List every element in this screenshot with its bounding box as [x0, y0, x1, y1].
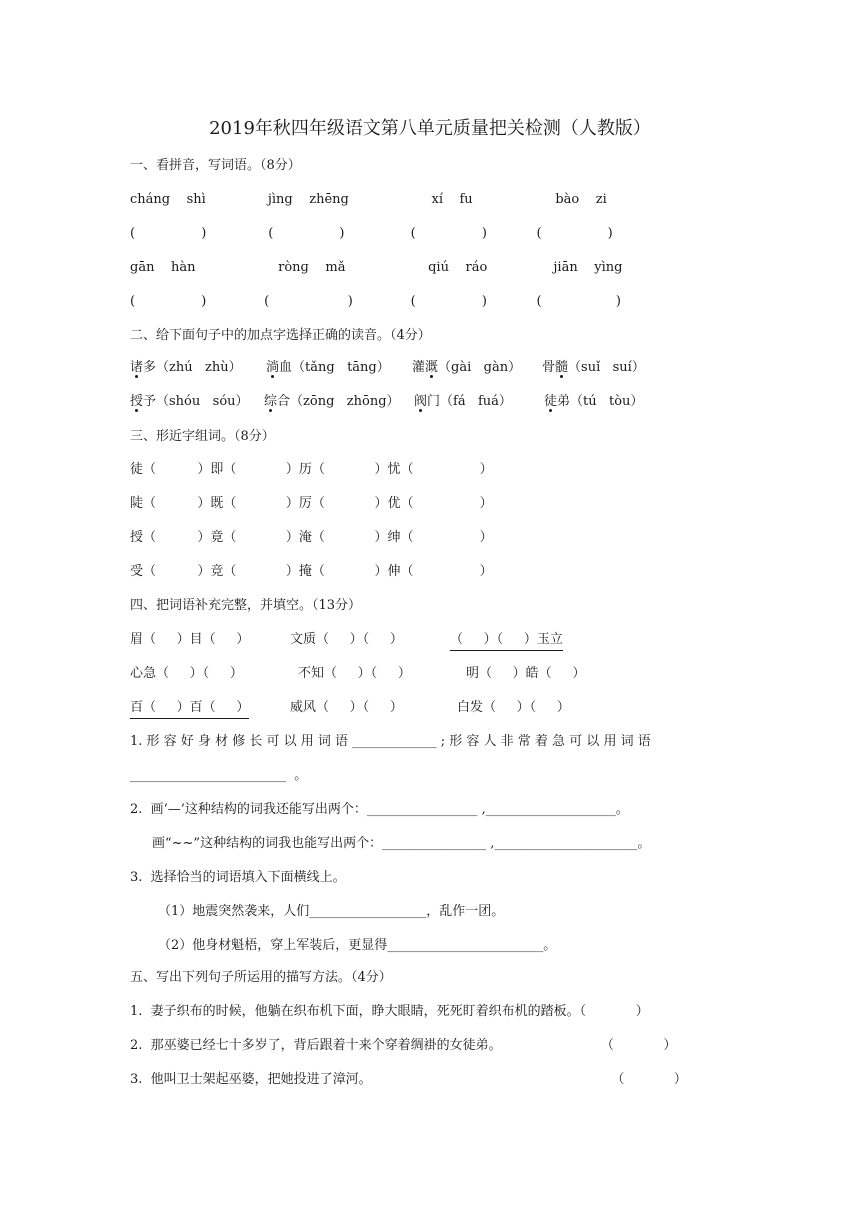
- pinyin-row-1: cháng shì jìng zhēng xí fu bào zi: [130, 192, 607, 207]
- pinyin-row-2: gān hàn rònɡ mǎ qiú ráo jiān yìng: [130, 260, 623, 275]
- pronunciation-item: 授予（shóu sóu）: [130, 394, 249, 409]
- pronunciation-item: 阀门（fá fuá）: [414, 394, 512, 409]
- question-4-1-continued: ________________________ 。: [130, 768, 308, 783]
- question-4-1: 1. 形 容 好 身 材 修 长 可 以 用 词 语 _____________ ; 形 容 人 非 常 着 急 可 以 用 词 语: [130, 734, 651, 749]
- similar-char-row: 受（ ）竞（ ）掩（ ）伸（ ）: [130, 564, 493, 579]
- idiom-blank-underlined: 百（ ）百（ ）: [130, 698, 249, 719]
- idiom-blank-underlined: （ ）（ ）玉立: [450, 630, 563, 651]
- question-4-2: 2. 画‘—’这种结构的词我还能写出两个：_________________ ,____________________。: [130, 802, 629, 817]
- question-4-3-2: （2）他身材魁梧，穿上军装后，更显得________________________。: [158, 938, 557, 953]
- pronunciation-item: 骨髓（suǐ suí）: [542, 360, 645, 375]
- idiom-blank: 文质（ ）（ ）: [290, 632, 403, 647]
- idiom-blank: 白发（ ）（ ）: [457, 700, 570, 715]
- question-4-3: 3. 选择恰当的词语填入下面横线上。: [130, 870, 346, 885]
- idiom-blank: 明（ ）皓（ ）: [466, 666, 586, 681]
- question-4-3-1: （1）地震突然袭来，人们__________________，乱作一团。: [158, 904, 505, 919]
- pronunciation-item: 淌血（tǎng tāng）: [266, 360, 390, 375]
- pronunciation-item: 徒弟（tú tòu）: [544, 394, 644, 409]
- section-2-heading: 二、给下面句子中的加点字选择正确的读音。（4分）: [130, 328, 431, 343]
- answer-parens-row-2: ( ) ( ) ( ) ( ): [130, 294, 621, 309]
- pronunciation-item: 灌溉（gài gàn）: [412, 360, 522, 375]
- similar-char-row: 授（ ）竟（ ）淹（ ）绅（ ）: [130, 530, 493, 545]
- pronunciation-item: 综合（zōng zhōng）: [264, 394, 400, 409]
- document-title: 2019年秋四年级语文第八单元质量把关检测（人教版）: [209, 118, 651, 139]
- idiom-blank: 威风（ ）（ ）: [290, 700, 403, 715]
- section-1-heading: 一、看拼音，写词语。（8分）: [130, 158, 301, 173]
- section-3-heading: 三、形近字组词。（8分）: [130, 429, 275, 444]
- question-4-2-continued: 画“~~”这种结构的词我也能写出两个：________________ ,______________________。: [152, 836, 651, 851]
- pronunciation-item: 诸多（zhú zhù）: [130, 360, 242, 375]
- section-4-heading: 四、把词语补充完整，并填空。（13分）: [130, 598, 362, 613]
- similar-char-row: 徒（ ）即（ ）历（ ）忧（ ）: [130, 462, 493, 477]
- description-question: 3. 他叫卫士架起巫婆，把她投进了漳河。 （ ）: [130, 1072, 687, 1087]
- idiom-blank: 心急（ ）（ ）: [130, 666, 243, 681]
- description-question: 1. 妻子织布的时候，他躺在织布机下面，睁大眼睛，死死盯着织布机的踏板。（ ）: [130, 1004, 649, 1019]
- similar-char-row: 陡（ ）既（ ）厉（ ）优（ ）: [130, 496, 493, 511]
- idiom-blank: 不知（ ）（ ）: [298, 666, 411, 681]
- idiom-blank: 眉（ ）目（ ）: [130, 632, 250, 647]
- section-5-heading: 五、写出下列句子所运用的描写方法。（4分）: [130, 970, 392, 985]
- answer-parens-row-1: ( ) ( ) ( ) ( ): [130, 226, 613, 241]
- description-question: 2. 那巫婆已经七十多岁了，背后跟着十来个穿着绸褂的女徒弟。 （ ）: [130, 1038, 677, 1053]
